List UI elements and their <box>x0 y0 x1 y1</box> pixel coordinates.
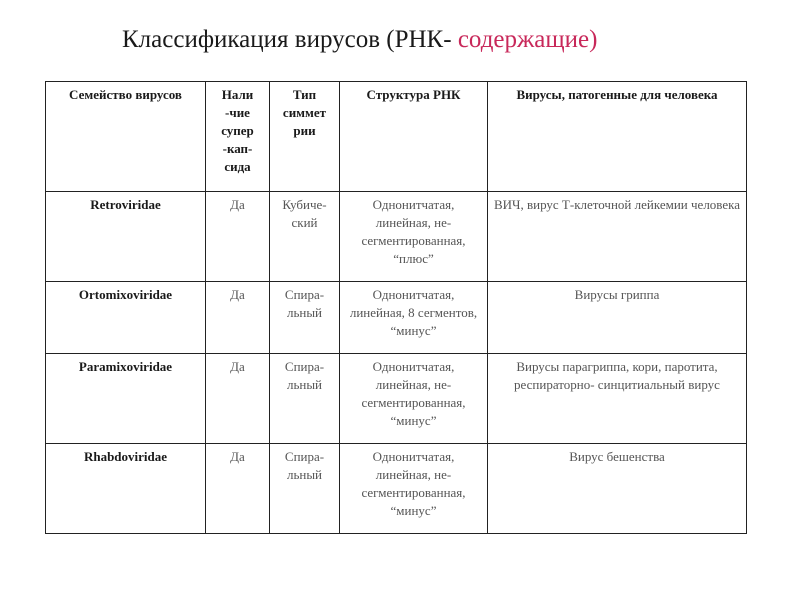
cell-pathogenic-viruses: Вирус бешенства <box>488 444 747 534</box>
header-pathogenic-viruses: Вирусы, патогенные для человека <box>488 82 747 192</box>
cell-pathogenic-viruses: ВИЧ, вирус Т-клеточной лейкемии человека <box>488 192 747 282</box>
header-symmetry: Тип симмет рии <box>270 82 340 192</box>
cell-rna-structure: Однонитчатая, линейная, 8 сегментов, “минус” <box>340 282 488 354</box>
cell-pathogenic-viruses: Вирусы гриппа <box>488 282 747 354</box>
cell-symmetry: Спира- льный <box>270 354 340 444</box>
cell-rna-structure: Однонитчатая, линейная, не- сегментированная, “плюс” <box>340 192 488 282</box>
table-row <box>46 444 747 534</box>
cell-family: Ortomixoviridae <box>46 282 206 354</box>
header-rna-structure: Структура РНК <box>340 82 488 192</box>
cell-family: Paramixoviridae <box>46 354 206 444</box>
table-row <box>46 282 747 354</box>
header-family: Семейство вирусов <box>46 82 206 192</box>
cell-supercapsid: Да <box>206 444 270 534</box>
cell-symmetry: Спира- льный <box>270 444 340 534</box>
header-supercapsid: Нали -чие супер -кап- сида <box>206 82 270 192</box>
virus-classification-table <box>45 81 747 534</box>
cell-family: Rhabdoviridae <box>46 444 206 534</box>
cell-symmetry: Кубиче- ский <box>270 192 340 282</box>
table-row <box>46 354 747 444</box>
cell-supercapsid: Да <box>206 354 270 444</box>
table-header-row <box>46 82 747 192</box>
title-main: Классификация вирусов (РНК- <box>122 26 452 53</box>
cell-supercapsid: Да <box>206 282 270 354</box>
cell-rna-structure: Однонитчатая, линейная, не- сегментированная, “минус” <box>340 354 488 444</box>
cell-rna-structure: Однонитчатая, линейная, не- сегментированная, “минус” <box>340 444 488 534</box>
cell-symmetry: Спира- льный <box>270 282 340 354</box>
cell-family: Retroviridae <box>46 192 206 282</box>
title-accent: содержащие) <box>457 26 598 53</box>
table-row <box>46 192 747 282</box>
cell-pathogenic-viruses: Вирусы парагриппа, кори, паротита, респираторно- синцитиальный вирус <box>488 354 747 444</box>
cell-supercapsid: Да <box>206 192 270 282</box>
page-title <box>122 26 597 54</box>
